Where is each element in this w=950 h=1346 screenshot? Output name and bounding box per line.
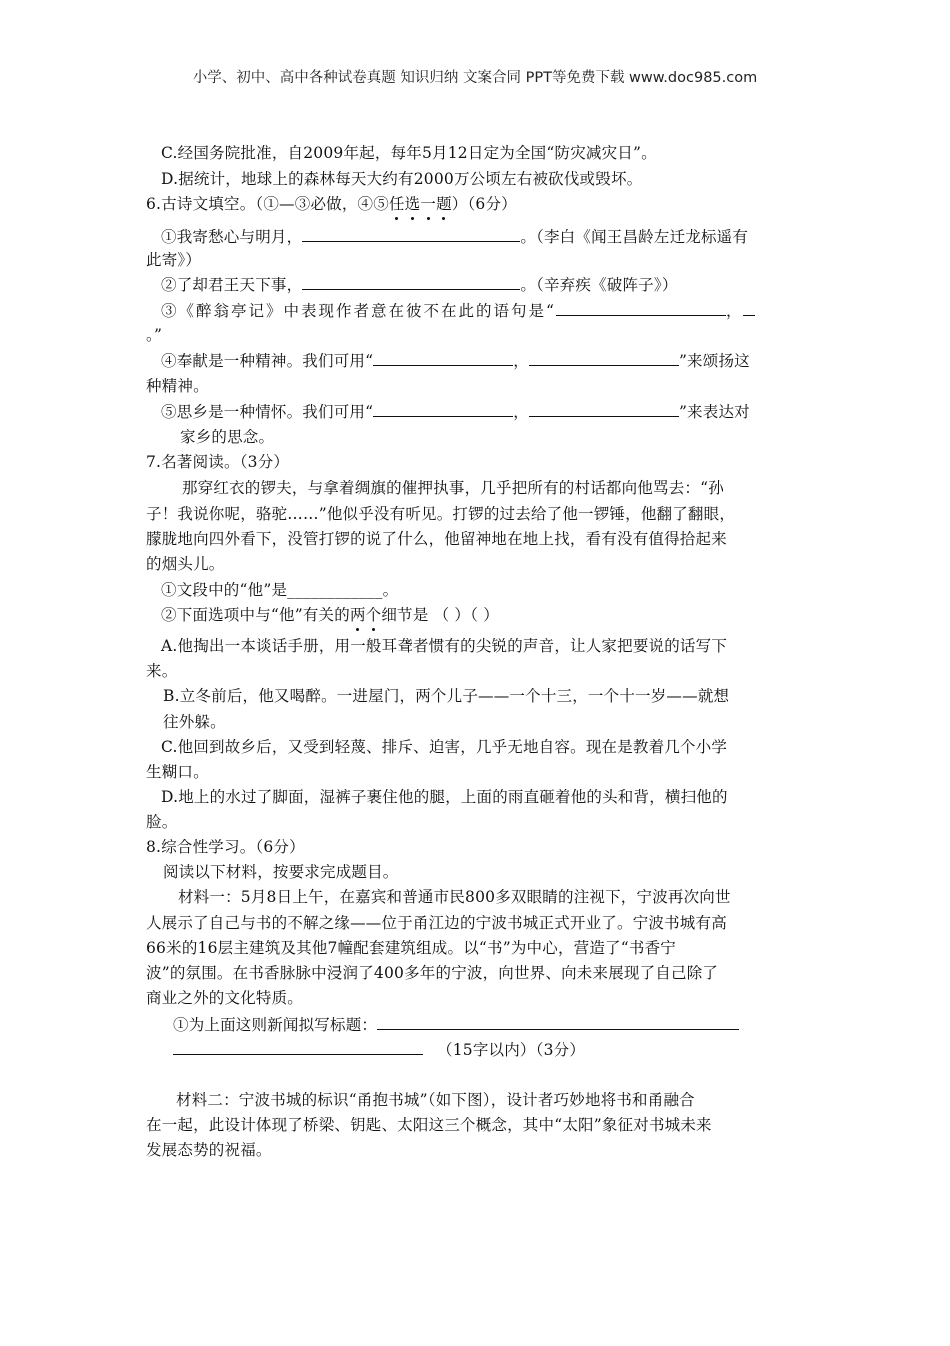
q7-sub-2: ②下面选项中与“他”有关的两个细节是 （ ）（ ）: [161, 606, 499, 624]
q7-passage-line: 子！我说你呢，骆驼……”他似乎没有听见。打锣的过去给了他一锣锤，他翻了翻眼，: [146, 505, 736, 523]
q6-item-4-cont: 种精神。: [146, 377, 209, 395]
q7-option-a-cont: 来。: [146, 662, 178, 680]
q7-sub-1: ①文段中的“他”是____________。: [161, 581, 399, 599]
q8-material-2-line: 发展态势的祝福。: [146, 1141, 272, 1159]
q7-option-b: B.立冬前后，他又喝醉。一进屋门，两个儿子——一个十三，一个十一岁——就想: [163, 687, 730, 705]
q7-passage-line: 朦胧地向四外看下，没管打锣的说了什么，他留神地在地上找，看有没有值得拾起来: [146, 530, 727, 548]
q6-answer-blank-5b[interactable]: [529, 401, 679, 417]
q6-answer-blank-3a[interactable]: [556, 300, 726, 316]
page-header: 小学、初中、高中各种试卷真题 知识归纳 文案合同 PPT等免费下载 www.doc985.com: [192, 70, 758, 86]
q7-option-b-cont: 往外躲。: [163, 713, 226, 731]
q7-option-c-cont: 生糊口。: [146, 763, 209, 781]
q8-material-1-line: 商业之外的文化特质。: [146, 989, 304, 1007]
q6-item-1-cont: 此寄》）: [146, 251, 202, 269]
q8-material-2-line: 材料二：宁波书城的标识“甬抱书城”（如下图），设计者巧妙地将书和甬融合: [176, 1091, 695, 1109]
q7-option-a: A.他掏出一本谈话手册，用一般耳聋者惯有的尖锐的声音，让人家把要说的话写下: [161, 637, 728, 655]
q6-item-3-cont: 。”: [146, 326, 163, 344]
q7-option-c: C.他回到故乡后，又受到轻蔑、排斥、迫害，几乎无地自容。现在是教着几个小学: [161, 738, 728, 756]
q8-title-blank-1[interactable]: [377, 1014, 739, 1030]
q6-answer-blank-1[interactable]: [302, 226, 520, 242]
q8-material-2-line: 在一起，此设计体现了桥梁、钥匙、太阳这三个概念，其中“太阳”象征对书城未来: [146, 1116, 712, 1134]
q7-option-d: D.地上的水过了脚面，湿裤子裹住他的腿，上面的雨直砸着他的头和背，横扫他的: [161, 788, 728, 806]
q6-item-5-cont: 家乡的思念。: [180, 428, 275, 446]
q8-material-1-line: 材料一：5月8日上午，在嘉宾和普通市民800多双眼睛的注视下，宁波再次向世: [178, 888, 731, 906]
q8-title-blank-2[interactable]: [173, 1039, 423, 1055]
q6-answer-blank-2[interactable]: [302, 274, 520, 290]
q6-item-2: ②了却君王天下事， 。（辛弃疾《破阵子》）: [161, 276, 678, 294]
q6-answer-blank-5a[interactable]: [373, 401, 513, 417]
q7-passage-line: 那穿红衣的锣夫，与拿着绸旗的催押执事，几乎把所有的村话都向他骂去：“孙: [182, 479, 724, 497]
q8-material-1-line: 人展示了自己与书的不解之缘——位于甬江边的宁波书城正式开业了。宁波书城有高: [146, 914, 727, 932]
q6-item-3: ③《醉翁亭记》中表现作者意在彼不在此的语句是“ ，: [161, 300, 755, 322]
q6-answer-blank-4a[interactable]: [373, 350, 513, 366]
q5-option-c: C.经国务院批准，自2009年起，每年5月12日定为全国“防灾减灾日”。: [161, 144, 657, 162]
q6-title: 6.古诗文填空。（①—③必做，④⑤任选一题）（6分）: [146, 195, 517, 213]
q7-answer-blank-1[interactable]: ____________: [287, 581, 383, 599]
q6-item-5: ⑤思乡是一种情怀。我们可用“ ， ”来表达对: [161, 403, 750, 421]
q7-option-d-cont: 脸。: [146, 813, 178, 831]
q6-item-4: ④奉献是一种精神。我们可用“ ， ”来颂扬这: [161, 352, 750, 370]
q8-material-1-line: 66米的16层主建筑及其他7幢配套建筑组成。以“书”为中心，营造了“书香宁: [146, 939, 676, 957]
q8-sub-1-cont: （15字以内）（3分）: [173, 1039, 585, 1061]
q7-title: 7.名著阅读。（3分）: [146, 453, 290, 471]
q8-title: 8.综合性学习。（6分）: [146, 838, 305, 856]
q5-option-d: D.据统计，地球上的森林每天大约有2000万公顷左右被砍伐或毁坏。: [161, 170, 643, 188]
q7-passage-line: 的烟头儿。: [146, 555, 225, 573]
q6-item-1: ①我寄愁心与明月， 。（李白《闻王昌龄左迁龙标遥有: [161, 228, 749, 246]
q6-answer-blank-3b[interactable]: [743, 300, 755, 316]
q6-answer-blank-4b[interactable]: [529, 350, 679, 366]
q8-sub-1: ①为上面这则新闻拟写标题：: [173, 1014, 739, 1036]
q8-material-1-line: 波”的氛围。在书香脉脉中浸润了400多年的宁波，向世界、向未来展现了自己除了: [146, 964, 719, 982]
q8-intro: 阅读以下材料，按要求完成题目。: [163, 863, 399, 881]
